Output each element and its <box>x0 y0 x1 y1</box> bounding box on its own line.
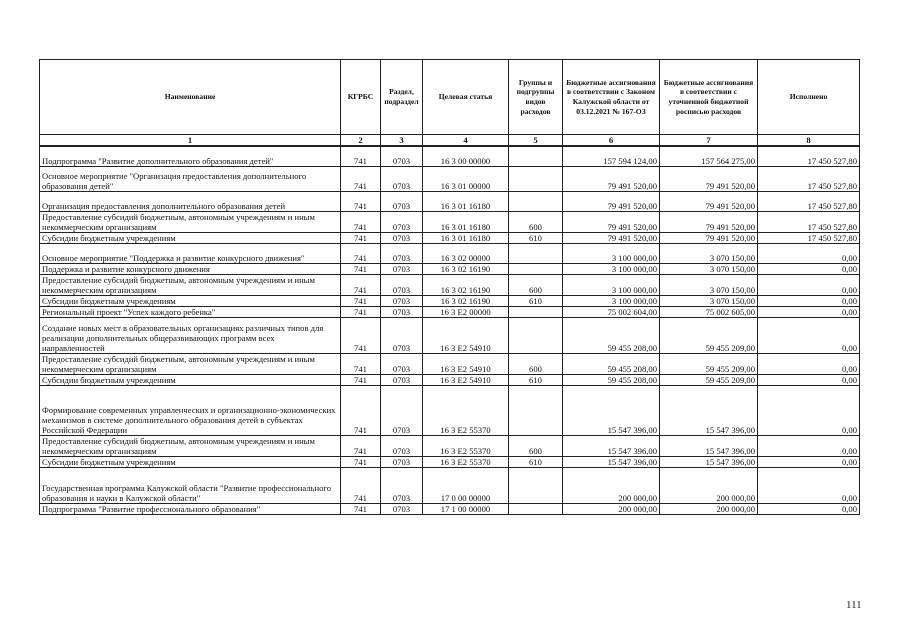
row-kgrbs: 741 <box>341 374 381 385</box>
row-executed-amount: 0,00 <box>758 374 860 385</box>
row-law-amount: 79 491 520,00 <box>563 166 660 191</box>
row-kgrbs: 741 <box>341 385 381 435</box>
row-executed-amount: 0,00 <box>758 435 860 456</box>
row-group <box>509 317 563 353</box>
row-group <box>509 263 563 274</box>
row-executed-amount: 0,00 <box>758 456 860 467</box>
row-section: 0703 <box>381 385 423 435</box>
row-name: Поддержка и развитие конкурсного движения <box>40 263 341 274</box>
row-name: Субсидии бюджетным учреждениям <box>40 295 341 306</box>
row-section: 0703 <box>381 263 423 274</box>
row-group <box>509 243 563 263</box>
table-row <box>40 374 860 385</box>
col-header-name: Наименование <box>40 60 341 135</box>
row-refined-amount: 59 455 209,00 <box>660 353 758 374</box>
row-name: Создание новых мест в образовательных организациях различных типов для реализации дополнительных общеразвивающих программ всех направленностей <box>40 317 341 353</box>
row-target: 16 3 E2 55370 <box>423 385 509 435</box>
row-target: 16 3 01 16180 <box>423 211 509 232</box>
row-name: Организация предоставления дополнительного образования детей <box>40 191 341 211</box>
row-kgrbs: 741 <box>341 211 381 232</box>
row-refined-amount: 200 000,00 <box>660 467 758 503</box>
table-row <box>40 211 860 232</box>
row-law-amount: 3 100 000,00 <box>563 274 660 295</box>
row-section: 0703 <box>381 146 423 166</box>
table-row <box>40 435 860 456</box>
row-law-amount: 59 455 208,00 <box>563 317 660 353</box>
row-name: Основное мероприятие "Поддержка и развитие конкурсного движения" <box>40 243 341 263</box>
row-target: 17 1 00 00000 <box>423 503 509 514</box>
row-executed-amount: 0,00 <box>758 243 860 263</box>
row-executed-amount: 0,00 <box>758 503 860 514</box>
row-refined-amount: 79 491 520,00 <box>660 232 758 243</box>
row-section: 0703 <box>381 374 423 385</box>
col-number: 8 <box>758 135 860 147</box>
row-refined-amount: 75 002 605,00 <box>660 306 758 317</box>
col-number: 6 <box>563 135 660 147</box>
row-group: 600 <box>509 211 563 232</box>
row-group <box>509 306 563 317</box>
row-target: 17 0 00 00000 <box>423 467 509 503</box>
row-section: 0703 <box>381 317 423 353</box>
row-refined-amount: 15 547 396,00 <box>660 456 758 467</box>
row-name: Формирование современных управленческих и организационно-экономических механизмов в системе дополнительного образования детей в субъектах Российской Федерации <box>40 385 341 435</box>
row-executed-amount: 17 450 527,80 <box>758 146 860 166</box>
row-target: 16 3 E2 55370 <box>423 435 509 456</box>
row-kgrbs: 741 <box>341 317 381 353</box>
row-name: Предоставление субсидий бюджетным, автономным учреждениям и иным некоммерческим организациям <box>40 353 341 374</box>
col-header-kgrbs: КГРБС <box>341 60 381 135</box>
col-number: 3 <box>381 135 423 147</box>
row-name: Подпрограмма "Развитие профессионального образования" <box>40 503 341 514</box>
row-refined-amount: 15 547 396,00 <box>660 385 758 435</box>
row-target: 16 3 E2 00000 <box>423 306 509 317</box>
row-section: 0703 <box>381 191 423 211</box>
row-target: 16 3 E2 54910 <box>423 353 509 374</box>
row-kgrbs: 741 <box>341 295 381 306</box>
table-row <box>40 306 860 317</box>
table-row <box>40 317 860 353</box>
row-section: 0703 <box>381 353 423 374</box>
row-executed-amount: 0,00 <box>758 353 860 374</box>
row-name: Предоставление субсидий бюджетным, автономным учреждениям и иным некоммерческим организациям <box>40 435 341 456</box>
row-group: 610 <box>509 295 563 306</box>
col-number: 2 <box>341 135 381 147</box>
row-refined-amount: 79 491 520,00 <box>660 191 758 211</box>
row-refined-amount: 79 491 520,00 <box>660 211 758 232</box>
table-row <box>40 191 860 211</box>
budget-table <box>39 59 860 515</box>
row-group <box>509 146 563 166</box>
table-row <box>40 456 860 467</box>
row-refined-amount: 3 070 150,00 <box>660 243 758 263</box>
table-row <box>40 232 860 243</box>
row-name: Субсидии бюджетным учреждениям <box>40 232 341 243</box>
row-name: Субсидии бюджетным учреждениям <box>40 456 341 467</box>
col-number: 5 <box>509 135 563 147</box>
row-kgrbs: 741 <box>341 503 381 514</box>
col-header-law: Бюджетные ассигнования в соответствии с Законом Калужской области от 03.12.2021 № 167-ОЗ <box>563 60 660 135</box>
row-executed-amount: 17 450 527,80 <box>758 232 860 243</box>
row-law-amount: 200 000,00 <box>563 467 660 503</box>
row-kgrbs: 741 <box>341 456 381 467</box>
row-group: 610 <box>509 232 563 243</box>
col-header-target: Целевая статья <box>423 60 509 135</box>
row-target: 16 3 01 00000 <box>423 166 509 191</box>
row-refined-amount: 3 070 150,00 <box>660 274 758 295</box>
col-number: 4 <box>423 135 509 147</box>
row-refined-amount: 3 070 150,00 <box>660 295 758 306</box>
row-name: Государственная программа Калужской области "Развитие профессионального образования и науки в Калужской области" <box>40 467 341 503</box>
row-executed-amount: 17 450 527,80 <box>758 211 860 232</box>
row-law-amount: 157 594 124,00 <box>563 146 660 166</box>
row-law-amount: 15 547 396,00 <box>563 435 660 456</box>
row-name: Предоставление субсидий бюджетным, автономным учреждениям и иным некоммерческим организациям <box>40 274 341 295</box>
row-name: Предоставление субсидий бюджетным, автономным учреждениям и иным некоммерческим организациям <box>40 211 341 232</box>
row-kgrbs: 741 <box>341 467 381 503</box>
row-section: 0703 <box>381 243 423 263</box>
row-kgrbs: 741 <box>341 232 381 243</box>
row-name: Субсидии бюджетным учреждениям <box>40 374 341 385</box>
row-name: Подпрограмма "Развитие дополнительного образования детей" <box>40 146 341 166</box>
row-group: 600 <box>509 274 563 295</box>
table-row <box>40 467 860 503</box>
row-kgrbs: 741 <box>341 274 381 295</box>
row-section: 0703 <box>381 211 423 232</box>
row-section: 0703 <box>381 232 423 243</box>
row-kgrbs: 741 <box>341 306 381 317</box>
col-header-refined: Бюджетные ассигнования в соответствии с уточненной бюджетной росписью расходов <box>660 60 758 135</box>
row-section: 0703 <box>381 503 423 514</box>
row-kgrbs: 741 <box>341 243 381 263</box>
row-refined-amount: 157 564 275,00 <box>660 146 758 166</box>
table-header <box>40 60 860 147</box>
page-number: 111 <box>846 599 862 611</box>
row-target: 16 3 02 16190 <box>423 295 509 306</box>
row-law-amount: 15 547 396,00 <box>563 456 660 467</box>
row-target: 16 3 E2 55370 <box>423 456 509 467</box>
row-executed-amount: 0,00 <box>758 306 860 317</box>
row-section: 0703 <box>381 435 423 456</box>
col-header-section: Раздел, подраздел <box>381 60 423 135</box>
row-target: 16 3 E2 54910 <box>423 374 509 385</box>
row-group: 600 <box>509 435 563 456</box>
table-row <box>40 274 860 295</box>
table-body <box>40 146 860 514</box>
col-header-group: Группы и подгруппы видов расходов <box>509 60 563 135</box>
row-executed-amount: 0,00 <box>758 317 860 353</box>
row-group <box>509 467 563 503</box>
table-row <box>40 243 860 263</box>
row-kgrbs: 741 <box>341 435 381 456</box>
row-law-amount: 79 491 520,00 <box>563 232 660 243</box>
row-target: 16 3 02 16190 <box>423 274 509 295</box>
row-group <box>509 166 563 191</box>
row-kgrbs: 741 <box>341 191 381 211</box>
row-law-amount: 79 491 520,00 <box>563 211 660 232</box>
row-refined-amount: 59 455 209,00 <box>660 374 758 385</box>
row-kgrbs: 741 <box>341 146 381 166</box>
col-number: 1 <box>40 135 341 147</box>
row-section: 0703 <box>381 456 423 467</box>
row-section: 0703 <box>381 306 423 317</box>
row-executed-amount: 17 450 527,80 <box>758 166 860 191</box>
row-law-amount: 59 455 208,00 <box>563 353 660 374</box>
row-executed-amount: 0,00 <box>758 263 860 274</box>
table-row <box>40 503 860 514</box>
row-law-amount: 3 100 000,00 <box>563 263 660 274</box>
row-section: 0703 <box>381 274 423 295</box>
table-row <box>40 353 860 374</box>
col-header-executed: Исполнено <box>758 60 860 135</box>
row-name: Основное мероприятие "Организация предоставления дополнительного образования детей" <box>40 166 341 191</box>
row-kgrbs: 741 <box>341 353 381 374</box>
row-target: 16 3 01 16180 <box>423 232 509 243</box>
row-executed-amount: 0,00 <box>758 295 860 306</box>
row-group <box>509 503 563 514</box>
row-refined-amount: 200 000,00 <box>660 503 758 514</box>
table-row <box>40 295 860 306</box>
row-target: 16 3 00 00000 <box>423 146 509 166</box>
row-executed-amount: 17 450 527,80 <box>758 191 860 211</box>
row-group: 600 <box>509 353 563 374</box>
table-row <box>40 166 860 191</box>
row-target: 16 3 E2 54910 <box>423 317 509 353</box>
row-group <box>509 385 563 435</box>
column-number-row <box>40 135 860 147</box>
row-executed-amount: 0,00 <box>758 274 860 295</box>
row-group <box>509 191 563 211</box>
row-group: 610 <box>509 456 563 467</box>
table-row <box>40 146 860 166</box>
row-group: 610 <box>509 374 563 385</box>
table-row <box>40 263 860 274</box>
row-law-amount: 75 002 604,00 <box>563 306 660 317</box>
row-law-amount: 15 547 396,00 <box>563 385 660 435</box>
row-refined-amount: 79 491 520,00 <box>660 166 758 191</box>
row-target: 16 3 02 00000 <box>423 243 509 263</box>
row-kgrbs: 741 <box>341 166 381 191</box>
row-refined-amount: 15 547 396,00 <box>660 435 758 456</box>
table-row <box>40 385 860 435</box>
row-target: 16 3 02 16190 <box>423 263 509 274</box>
row-refined-amount: 59 455 209,00 <box>660 317 758 353</box>
row-section: 0703 <box>381 166 423 191</box>
row-section: 0703 <box>381 467 423 503</box>
row-law-amount: 3 100 000,00 <box>563 243 660 263</box>
col-number: 7 <box>660 135 758 147</box>
row-executed-amount: 0,00 <box>758 467 860 503</box>
row-kgrbs: 741 <box>341 263 381 274</box>
row-target: 16 3 01 16180 <box>423 191 509 211</box>
row-section: 0703 <box>381 295 423 306</box>
row-name: Региональный проект "Успех каждого ребенка" <box>40 306 341 317</box>
row-executed-amount: 0,00 <box>758 385 860 435</box>
row-law-amount: 79 491 520,00 <box>563 191 660 211</box>
row-law-amount: 3 100 000,00 <box>563 295 660 306</box>
row-law-amount: 200 000,00 <box>563 503 660 514</box>
row-law-amount: 59 455 208,00 <box>563 374 660 385</box>
row-refined-amount: 3 070 150,00 <box>660 263 758 274</box>
